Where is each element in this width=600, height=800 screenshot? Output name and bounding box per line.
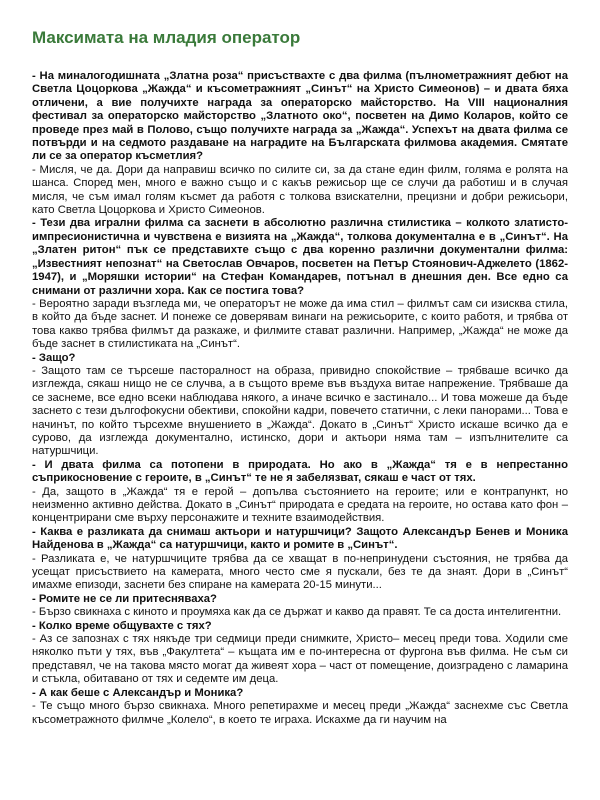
interview-answer: - Мисля, че да. Дори да направиш всичко по силите си, за да стане един филм, голяма е ролята на шанса. Според мен, много е важно също и с какъв режисьор ще се случи да работиш и в случая мисля, че съм имал голям късмет да работя с толкова взискателни, прецизни и добри режисьори, като Светла Цоцоркова и Христо Симеонов. bbox=[32, 163, 568, 217]
interview-answer: - Аз се запознах с тях някъде три седмици преди снимките, Христо– месец преди това. Ходили сме няколко пъти у тях, във „Факултета“ – къщата им е по-интересна от фургона във филма. Не съм си представял, че на такова място могат да живеят хора – част от помещение, доизградено с ламарина и стъкла, обитавано от тях и седемте им деца. bbox=[32, 633, 568, 686]
interview-question: - Защо? bbox=[32, 351, 76, 364]
interview-answer: - Бързо свикнаха с киното и проумяха как да се държат и какво да правят. Те са доста интелигентни. bbox=[32, 606, 562, 619]
interview-answer: - Да, защото в „Жажда“ тя е герой – допълва състоянието на героите; или е контрапункт, но неизменно активно действа. Докато в „Синът“ природата е средата на героите, но остава като фон – концентрирани сме върху персонажите и техните взаимодействия. bbox=[32, 485, 568, 525]
interview-question: - На миналогодишната „Златна роза“ присъствахте с два филма (пълнометражният дебют на Светла Цоцоркова „Жажда“ и късометражният „Синът“ на Христо Симеонов) – и двата бяха отличени, а вие получихте награда за операторско майсторство. На VIII националния фестивал за операторско майсторство „Златното око“, посветен на Димо Коларов, който се проведе през май в Полово, също получихте награда за „Жажда“. Успехът на двата филма се потвърди и на седмото раздаване на наградите на Българската филмова академия. Смятате ли се за оператор късметлия? bbox=[32, 70, 568, 163]
interview-question: - Ромите не се ли притесняваха? bbox=[32, 592, 217, 605]
article bbox=[32, 28, 568, 727]
interview-answer: - Защото там се търсеше пасторалност на образа, привидно спокойствие – трябваше всичко да изглежда, сякаш нищо не се случва, а в същото време във въздуха витае напрежение. Трябваше да се заснеме, все едно всеки наблюдава някого, а иначе всичко е застинало... И това можеше да бъде заснето с тези дългофокусни обективи, спокойни кадри, повечето статични, с леки панорами... Това е начинът, по който търсехме внушението в „Жажда“. Докато в „Синът“ Христо искаше всичко да е сурово, да изглежда документално, истинско, дори и актьори няма там – изпълнителите са натуршчици. bbox=[32, 364, 568, 458]
interview-question: - Тези два игрални филма са заснети в абсолютно различна стилистика – колкото златисто-импресионистична и чувствена е визията на „Жажда“, толкова документална е в „Синът“. На „Златен ритон“ пък се представихте също с два коренно различни документални филма: „Известният непознат“ на Светослав Овчаров, посветен на Петър Стоянович-Аджелето (1862-1947), и „Моряшки истории“ на Стефан Командарев, потънал в днешния ден. Все едно са снимани от различни хора. Как се постига това? bbox=[32, 217, 568, 297]
interview-question: - Колко време общувахте с тях? bbox=[32, 619, 212, 632]
interview-answer: - Разликата е, че натуршчиците трябва да се хващат в по-непринудени състояния, не трябва да усещат присъствието на камерата, много често сме я пускали, без те да знаят. Дори в „Синът“ имахме епизоди, заснети без спиране на камерата 20-15 минути... bbox=[32, 552, 568, 592]
interview-answer: - Вероятно заради възгледа ми, че операторът не може да има стил – филмът сам си изисква стила, в който да бъде заснет. И понеже се доверявам винаги на режисьорите, с които работя, и трябва от това какво трябва филмът да разкаже, и филмите стават различни. Например, „Жажда“ не може да бъде заснет в стилистиката на „Синът“. bbox=[32, 297, 568, 351]
interview-answer: - Те също много бързо свикнаха. Много репетирахме и месец преди „Жажда“ заснехме със Светла късометражното филмче „Колело“, в което те играха. Искахме да ги научим на bbox=[32, 700, 568, 726]
interview-question: - А как беше с Александър и Моника? bbox=[32, 686, 244, 699]
interview-question: - И двата филма са потопени в природата. Но ако в „Жажда“ тя е в непрестанно съприкосновение с героите, в „Синът“ те не я забелязват, сякаш е част от тях. bbox=[32, 458, 568, 485]
article-title: Максимата на младия оператор bbox=[32, 28, 301, 47]
interview-question: - Каква е разликата да снимаш актьори и натуршчици? Защото Александър Бенев и Моника Найденова в „Жажда“ са натуршчици, както и ромите в „Синът“. bbox=[32, 525, 568, 552]
